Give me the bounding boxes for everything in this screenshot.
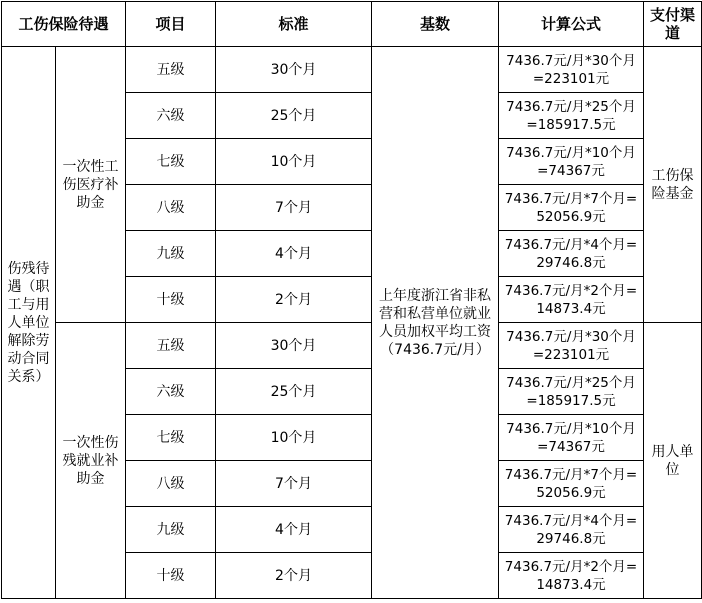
grade-cell: 八级	[126, 461, 216, 507]
grade-cell: 八级	[126, 185, 216, 231]
header-basis: 基数	[372, 2, 499, 47]
standard-cell: 25个月	[216, 93, 372, 139]
formula-cell: 7436.7元/月*2个月=14873.4元	[499, 553, 644, 599]
grade-cell: 六级	[126, 369, 216, 415]
basis-cell: 上年度浙江省非私营和私营单位就业人员加权平均工资（7436.7元/月）	[372, 47, 499, 599]
table-row	[2, 47, 702, 93]
formula-cell: 7436.7元/月*25个月=185917.5元	[499, 93, 644, 139]
benefits-table	[1, 1, 702, 599]
standard-cell: 4个月	[216, 507, 372, 553]
standard-cell: 7个月	[216, 185, 372, 231]
formula-cell: 7436.7元/月*4个月=29746.8元	[499, 507, 644, 553]
header-row	[2, 2, 702, 47]
grade-cell: 六级	[126, 93, 216, 139]
standard-cell: 25个月	[216, 369, 372, 415]
formula-cell: 7436.7元/月*7个月=52056.9元	[499, 185, 644, 231]
grade-cell: 七级	[126, 139, 216, 185]
group-name-employment: 一次性伤残就业补助金	[56, 323, 126, 599]
category-cell: 伤残待遇（职工与用人单位解除劳动合同关系）	[2, 47, 56, 599]
standard-cell: 10个月	[216, 139, 372, 185]
formula-cell: 7436.7元/月*30个月=223101元	[499, 323, 644, 369]
header-formula: 计算公式	[499, 2, 644, 47]
channel-fund: 工伤保险基金	[644, 47, 702, 323]
formula-cell: 7436.7元/月*30个月=223101元	[499, 47, 644, 93]
grade-cell: 十级	[126, 277, 216, 323]
group-name-medical: 一次性工伤医疗补助金	[56, 47, 126, 323]
grade-cell: 五级	[126, 323, 216, 369]
standard-cell: 7个月	[216, 461, 372, 507]
grade-cell: 七级	[126, 415, 216, 461]
grade-cell: 九级	[126, 507, 216, 553]
standard-cell: 30个月	[216, 47, 372, 93]
formula-cell: 7436.7元/月*7个月=52056.9元	[499, 461, 644, 507]
header-benefit-type: 工伤保险待遇	[2, 2, 126, 47]
header-payment-channel: 支付渠道	[644, 2, 702, 47]
header-standard: 标准	[216, 2, 372, 47]
formula-cell: 7436.7元/月*10个月=74367元	[499, 415, 644, 461]
standard-cell: 30个月	[216, 323, 372, 369]
formula-cell: 7436.7元/月*2个月=14873.4元	[499, 277, 644, 323]
formula-cell: 7436.7元/月*10个月=74367元	[499, 139, 644, 185]
grade-cell: 十级	[126, 553, 216, 599]
table-row	[2, 323, 702, 369]
formula-cell: 7436.7元/月*25个月=185917.5元	[499, 369, 644, 415]
grade-cell: 五级	[126, 47, 216, 93]
header-item: 项目	[126, 2, 216, 47]
grade-cell: 九级	[126, 231, 216, 277]
standard-cell: 4个月	[216, 231, 372, 277]
standard-cell: 10个月	[216, 415, 372, 461]
standard-cell: 2个月	[216, 553, 372, 599]
standard-cell: 2个月	[216, 277, 372, 323]
formula-cell: 7436.7元/月*4个月=29746.8元	[499, 231, 644, 277]
channel-employer: 用人单位	[644, 323, 702, 599]
